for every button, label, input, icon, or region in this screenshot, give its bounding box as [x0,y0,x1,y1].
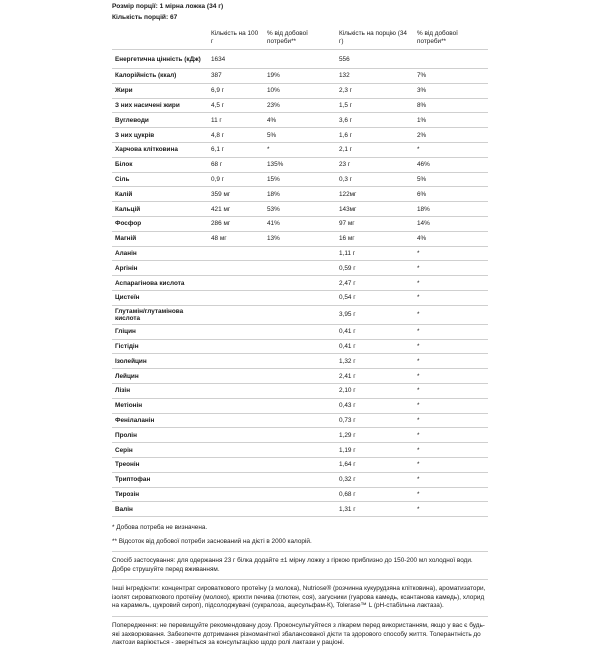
nutrient-name: Калій [112,187,208,202]
header-per-serving: Кількість на порцію (34 г) [336,27,414,50]
percent-per-serving: * [414,142,488,157]
table-row [112,398,488,413]
value-per-serving: 2,41 г [336,369,414,384]
percent-per-100g [264,261,336,276]
percent-per-100g [264,383,336,398]
value-per-serving: 16 мг [336,231,414,246]
nutrient-name: З них насичені жири [112,98,208,113]
table-row [112,157,488,172]
value-per-serving: 3,95 г [336,305,414,324]
nutrient-name: Триптофан [112,472,208,487]
nutrient-name: Енергетична цінність (кДж) [112,50,208,69]
value-per-serving: 1,31 г [336,502,414,517]
percent-per-100g [264,502,336,517]
percent-per-serving: * [414,354,488,369]
header-per-100g: Кількість на 100 г [208,27,264,50]
percent-per-serving: * [414,324,488,339]
table-row [112,50,488,69]
percent-per-serving: * [414,413,488,428]
percent-per-100g [264,305,336,324]
value-per-serving: 1,32 г [336,354,414,369]
percent-per-100g: 23% [264,98,336,113]
value-per-serving: 0,68 г [336,487,414,502]
value-per-serving: 2,3 г [336,83,414,98]
value-per-serving: 2,1 г [336,142,414,157]
percent-per-serving: * [414,443,488,458]
value-per-100g: 6,9 г [208,83,264,98]
table-row [112,305,488,324]
value-per-serving: 1,29 г [336,428,414,443]
percent-per-serving: 6% [414,187,488,202]
table-row [112,142,488,157]
value-per-100g: 68 г [208,157,264,172]
percent-per-100g: 10% [264,83,336,98]
percent-per-serving: 5% [414,172,488,187]
percent-per-100g [264,443,336,458]
percent-per-100g [264,457,336,472]
value-per-100g: 286 мг [208,216,264,231]
percent-per-100g [264,246,336,261]
table-row [112,246,488,261]
percent-per-100g [264,428,336,443]
value-per-serving: 0,54 г [336,290,414,305]
value-per-serving: 0,73 г [336,413,414,428]
value-per-100g [208,305,264,324]
percent-per-100g: 13% [264,231,336,246]
percent-per-serving: * [414,428,488,443]
table-row [112,69,488,84]
nutrient-name: Тирозін [112,487,208,502]
servings-count: Кількість порцій: 67 [112,13,178,21]
nutrient-name: Сіль [112,172,208,187]
nutrient-name: Вуглеводи [112,113,208,128]
percent-per-100g [264,487,336,502]
value-per-serving: 1,11 г [336,246,414,261]
percent-per-100g: 4% [264,113,336,128]
percent-per-serving: 46% [414,157,488,172]
value-per-serving: 0,32 г [336,472,414,487]
value-per-100g: 4,8 г [208,128,264,143]
value-per-serving: 143мг [336,202,414,217]
percent-per-100g [264,324,336,339]
header-percent-100g: % від добової потреби** [264,27,336,50]
percent-per-100g [264,413,336,428]
table-row [112,413,488,428]
percent-per-serving: 14% [414,216,488,231]
header-nutrient [112,27,208,50]
value-per-100g [208,398,264,413]
percent-per-serving: * [414,502,488,517]
value-per-serving: 0,43 г [336,398,414,413]
percent-per-100g [264,472,336,487]
value-per-100g: 4,5 г [208,98,264,113]
value-per-serving: 97 мг [336,216,414,231]
table-row [112,231,488,246]
usage-text: Спосіб застосування: для одержання 23 г білка додайте ±1 мірну ложку з гіркою приблизно до 150-200 мл холодної води. Добре струшуйте перед вживанням. [112,551,488,574]
nutrient-name: Лізін [112,383,208,398]
nutrient-name: Серін [112,443,208,458]
table-row [112,128,488,143]
percent-per-serving: 18% [414,202,488,217]
percent-per-100g [264,50,336,69]
value-per-serving: 23 г [336,157,414,172]
nutrition-table [112,27,488,517]
value-per-serving: 1,64 г [336,457,414,472]
percent-per-100g: 18% [264,187,336,202]
table-row [112,113,488,128]
value-per-serving: 1,5 г [336,98,414,113]
value-per-serving: 0,41 г [336,324,414,339]
value-per-100g [208,369,264,384]
table-header-row [112,27,488,50]
table-row [112,216,488,231]
table-row [112,428,488,443]
value-per-100g [208,339,264,354]
value-per-100g: 48 мг [208,231,264,246]
percent-per-serving: * [414,457,488,472]
percent-per-100g [264,276,336,291]
value-per-100g [208,487,264,502]
value-per-100g [208,502,264,517]
table-row [112,502,488,517]
table-row [112,187,488,202]
table-row [112,202,488,217]
percent-per-serving: 2% [414,128,488,143]
percent-per-100g: 135% [264,157,336,172]
table-row [112,98,488,113]
value-per-100g [208,428,264,443]
percent-per-serving: 7% [414,69,488,84]
percent-per-100g: 19% [264,69,336,84]
nutrition-document [112,2,488,648]
value-per-100g [208,443,264,458]
percent-per-serving: * [414,487,488,502]
nutrient-name: Аргінін [112,261,208,276]
percent-per-100g [264,398,336,413]
header-percent-serving: % від добової потреби** [414,27,488,50]
value-per-serving: 2,10 г [336,383,414,398]
value-per-100g [208,413,264,428]
percent-per-serving: * [414,246,488,261]
nutrient-name: Фосфор [112,216,208,231]
nutrient-name: Гліцин [112,324,208,339]
percent-per-serving: * [414,369,488,384]
nutrient-name: Жири [112,83,208,98]
value-per-100g: 359 мг [208,187,264,202]
nutrient-name: Магній [112,231,208,246]
value-per-100g [208,290,264,305]
table-row [112,324,488,339]
percent-per-100g [264,369,336,384]
value-per-100g [208,261,264,276]
value-per-serving: 122мг [336,187,414,202]
value-per-100g [208,383,264,398]
nutrient-name: Фенілаланін [112,413,208,428]
table-row [112,354,488,369]
value-per-100g: 1634 [208,50,264,69]
value-per-100g: 421 мг [208,202,264,217]
table-row [112,383,488,398]
percent-per-100g [264,354,336,369]
nutrient-name: Калорійність (ккал) [112,69,208,84]
nutrient-name: Метіонін [112,398,208,413]
percent-per-serving: 8% [414,98,488,113]
note-daily-undefined: * Добова потреба не визначена. [112,524,208,532]
value-per-100g [208,276,264,291]
table-body [112,50,488,517]
table-row [112,487,488,502]
percent-per-100g: 5% [264,128,336,143]
percent-per-100g [264,339,336,354]
value-per-serving: 0,59 г [336,261,414,276]
value-per-serving: 1,19 г [336,443,414,458]
percent-per-100g: 15% [264,172,336,187]
note-percent-basis: ** Відсоток від добової потреби заснований на дієті в 2000 калорій. [112,538,312,546]
value-per-serving: 3,6 г [336,113,414,128]
notes-section [112,523,488,648]
table-row [112,276,488,291]
table-row [112,83,488,98]
percent-per-serving: 3% [414,83,488,98]
percent-per-serving: * [414,305,488,324]
value-per-100g [208,246,264,261]
nutrient-name: Пролін [112,428,208,443]
value-per-serving: 556 [336,50,414,69]
percent-per-serving: * [414,398,488,413]
percent-per-serving: 1% [414,113,488,128]
warning-text: Попередження: не перевищуйте рекомендовану дозу. Проконсультуйтеся з лікарем перед використанням, якщо у вас є будь-які захворювання. Забезпечте дотримання різноманітної збалансованої дієти та здорового способу життя. Толерантність до лактози варіюється - зверніться за консультацією щодо ролі лактази у раціоні. [112,616,488,648]
nutrient-name: Треонін [112,457,208,472]
table-row [112,472,488,487]
value-per-serving: 0,3 г [336,172,414,187]
percent-per-serving: 4% [414,231,488,246]
value-per-serving: 2,47 г [336,276,414,291]
serving-size: Розмір порції: 1 мірна ложка (34 г) [112,3,224,10]
table-row [112,457,488,472]
percent-per-100g: 41% [264,216,336,231]
percent-per-100g: * [264,142,336,157]
nutrient-name: Цистеїн [112,290,208,305]
nutrient-name: Ізолейцин [112,354,208,369]
value-per-100g: 6,1 г [208,142,264,157]
value-per-100g: 0,9 г [208,172,264,187]
nutrient-name: Глутамін/глутамінова кислота [112,305,208,324]
table-row [112,339,488,354]
percent-per-serving: * [414,472,488,487]
value-per-100g: 11 г [208,113,264,128]
nutrient-name: З них цукрів [112,128,208,143]
nutrient-name: Харчова клітковина [112,142,208,157]
nutrient-name: Аспарагінова кислота [112,276,208,291]
nutrient-name: Валін [112,502,208,517]
percent-per-100g: 53% [264,202,336,217]
table-row [112,443,488,458]
percent-per-serving: * [414,383,488,398]
value-per-serving: 132 [336,69,414,84]
value-per-100g: 387 [208,69,264,84]
percent-per-serving: * [414,276,488,291]
percent-per-serving: * [414,290,488,305]
percent-per-serving: * [414,339,488,354]
value-per-serving: 1,6 г [336,128,414,143]
nutrient-name: Гістідін [112,339,208,354]
table-row [112,290,488,305]
nutrient-name: Кальцій [112,202,208,217]
nutrient-name: Аланін [112,246,208,261]
percent-per-serving [414,50,488,69]
value-per-100g [208,472,264,487]
table-row [112,369,488,384]
value-per-100g [208,457,264,472]
ingredients-text: Інші інгредієнти: концентрат сироваткового протеїну (з молока), Nutriose® (розчинна кукурудзяна клітковина), ароматизатори, ізолят сироваткового протеїну (молоко), крихти печива (глютен, соя), загусники (гуарова камедь, ксантанова камедь), хлорид на карамель, цукровий сироп), підсолоджувачі (сукралоза, ацесульфам-К), Tolerase™ L (рН-стабільна лактаза). [112,579,488,611]
value-per-100g [208,324,264,339]
table-row [112,172,488,187]
percent-per-serving: * [414,261,488,276]
nutrient-name: Білок [112,157,208,172]
table-row [112,261,488,276]
value-per-serving: 0,41 г [336,339,414,354]
value-per-100g [208,354,264,369]
nutrient-name: Лейцин [112,369,208,384]
percent-per-100g [264,290,336,305]
